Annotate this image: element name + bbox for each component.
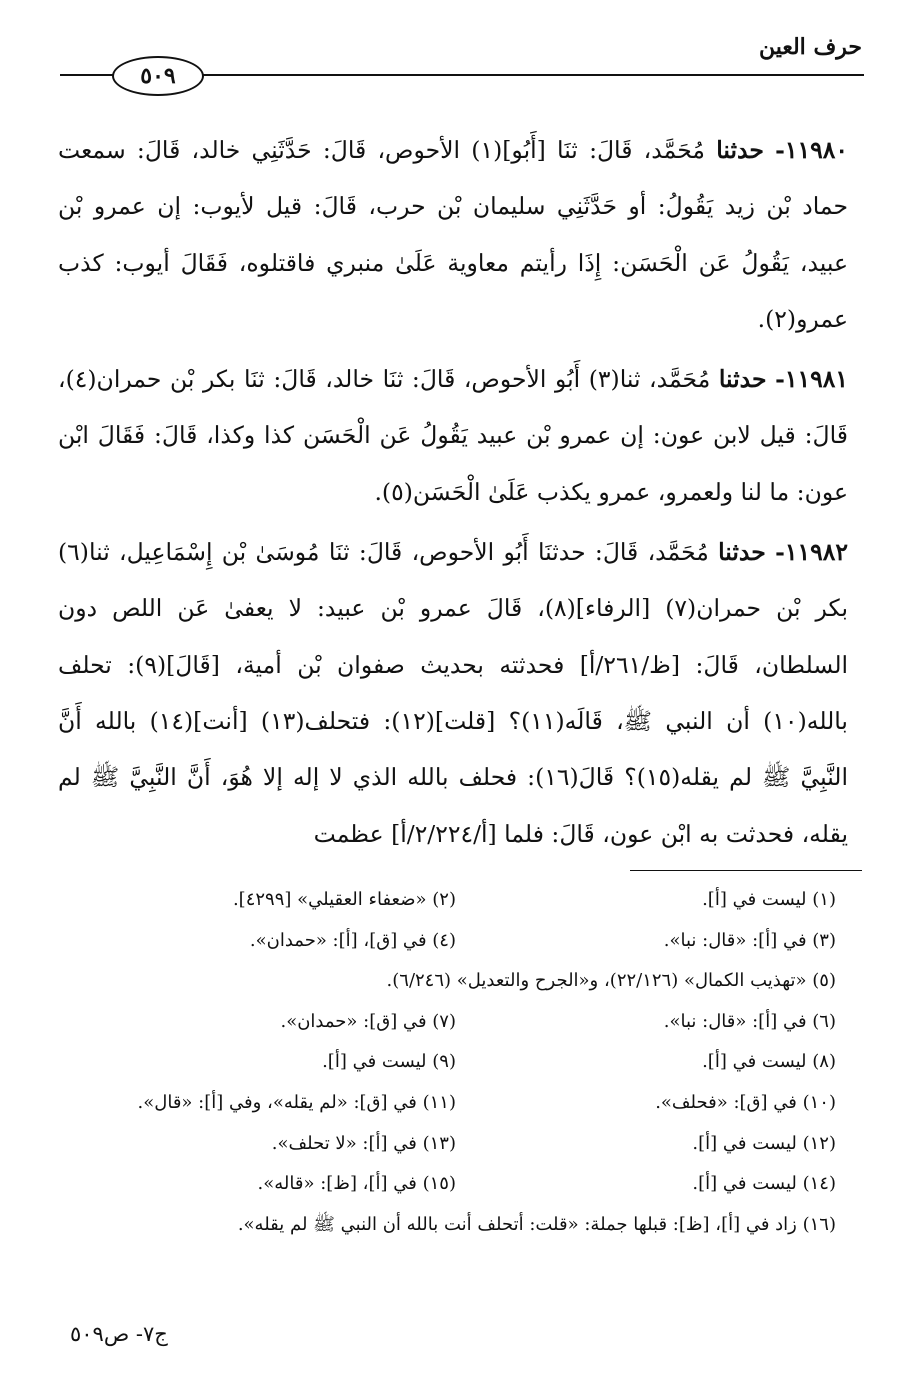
footnote-13: (١٣) في [أ]: «لا تحلف». [271, 1132, 456, 1154]
hadith-11981 [58, 351, 848, 520]
footnote-15: (١٥) في [أ]، [ظ]: «قاله». [257, 1173, 456, 1195]
footnote-16: (١٦) زاد في [أ]، [ظ]: قبلها جملة: «قلت: أتحلف أنت بالله أن النبي ﷺ لم يقله». [237, 1213, 836, 1235]
footnote-10: (١٠) في [ق]: «فحلف». [655, 1091, 836, 1113]
footnote-4: (٤) في [ق]، [أ]: «حمدان». [249, 929, 456, 951]
footnote-row [60, 1124, 836, 1165]
footnote-3: (٣) في [أ]: «قال: نبا». [663, 929, 836, 951]
footnote-row [60, 880, 836, 921]
footnote-row [60, 1002, 836, 1043]
footnote-5: (٥) «تهذيب الكمال» (٢٢/١٢٦)، و«الجرح والتعديل» (٦/٢٤٦). [386, 970, 836, 992]
footnote-row [60, 1205, 836, 1246]
footnote-2: (٢) «ضعفاء العقيلي» [٤٢٩٩]. [232, 889, 456, 910]
footnote-11: (١١) في [ق]: «لم يقله»، وفي [أ]: «قال». [137, 1091, 456, 1113]
footnote-row [60, 961, 836, 1002]
footnote-rule [630, 870, 862, 871]
hadith-11982 [58, 524, 848, 862]
main-text [58, 122, 848, 862]
page-number: ٥٠٩ [112, 56, 204, 96]
footnote-7: (٧) في [ق]: «حمدان». [280, 1010, 456, 1032]
folio: ج٧- ص٥٠٩ [70, 1322, 168, 1346]
footnote-9: (٩) ليست في [أ]. [322, 1051, 456, 1073]
hadith-text: مُحَمَّد، ثنا(٣) أَبُو الأحوص، قَالَ: ثنَا خالد، قَالَ: ثنَا بكر بْن حمران(٤)، قَالَ: قيل لابن عون: إن عمرو بْن عبيد يَقُولُ عَن الْحَسَن كذا وكذا، قَالَ: فَقَالَ ابْن عون: ما لنا ولعمرو، عمرو يكذب عَلَىٰ الْحَسَن(٥). [58, 365, 848, 506]
footnote-8: (٨) ليست في [أ]. [702, 1051, 836, 1073]
footnote-12: (١٢) ليست في [أ]. [692, 1132, 836, 1154]
hadith-text: مُحَمَّد، قَالَ: ثنَا [أَبُو](١) الأحوص، قَالَ: حَدَّثَنِي خالد، قَالَ: سمعت حماد بْن زيد يَقُولُ: أو حَدَّثَنِي سليمان بْن حرب، قَالَ: قيل لأيوب: إن عمرو بْن عبيد، يَقُولُ عَن الْحَسَن: إِذَا رأيتم معاوية عَلَىٰ منبري فاقتلوه، فَقَالَ أيوب: كذب عمرو(٢). [58, 136, 848, 333]
footnote-row [60, 921, 836, 962]
footnote-row [60, 1164, 836, 1205]
hadith-number: ١١٩٨١- [775, 365, 848, 394]
footnotes [60, 880, 836, 1245]
hadith-lead: حدثنا [718, 538, 766, 567]
hadith-text: مُحَمَّد، قَالَ: حدثنَا أَبُو الأحوص، قَالَ: ثنَا مُوسَىٰ بْن إِسْمَاعِيل، ثنا(٦) بكر بْن حمران(٧) [الرفاء](٨)، قَالَ عمرو بْن عبيد: لا يعفىٰ عَن اللص دون السلطان، قَالَ: [ظ/٢٦١/أ] فحدثته بحديث صفوان بْن أمية، [قَالَ](٩): تحلف بالله(١٠) أن النبي ﷺ، قَالَه(١١)؟ [قلت](١٢): فتحلف(١٣) [أنت](١٤) بالله أَنَّ النَّبِيَّ ﷺ لم يقله(١٥)؟ قَالَ(١٦): فحلف بالله الذي لا إله إلا هُوَ، أَنَّ النَّبِيَّ ﷺ لم يقله، فحدثت به ابْن عون، قَالَ: فلما [أ/٢/٢٢٤/أ] عظمت [58, 538, 849, 848]
chapter-title: حرف العين [758, 34, 862, 60]
hadith-lead: حدثنا [718, 365, 767, 394]
hadith-11980 [58, 122, 848, 347]
footnote-row [60, 1042, 836, 1083]
hadith-number: ١١٩٨٠- [775, 136, 848, 164]
footnote-6: (٦) في [أ]: «قال: نبا». [663, 1010, 836, 1032]
footnote-14: (١٤) ليست في [أ]. [692, 1173, 836, 1195]
hadith-number: ١١٩٨٢- [775, 538, 848, 567]
footnote-1: (١) ليست في [أ]. [702, 889, 836, 910]
footnote-row [60, 1083, 836, 1124]
hadith-lead: حدثنا [716, 136, 764, 164]
